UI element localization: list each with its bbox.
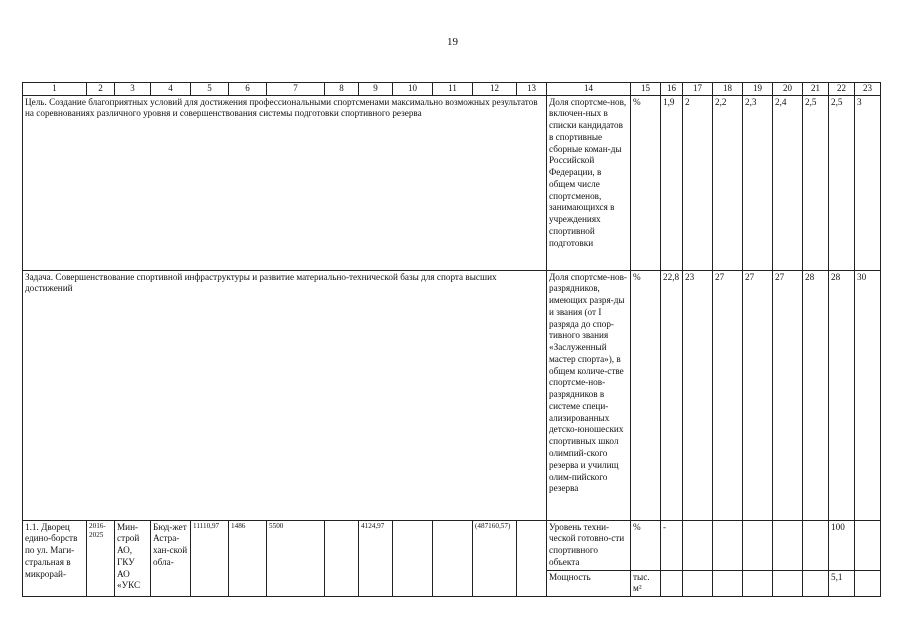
item-c5: 11110,97: [191, 520, 229, 597]
item-period: 2016-2025: [87, 520, 115, 597]
empty-cell: [683, 520, 713, 570]
program-table: [22, 82, 881, 597]
empty-cell: [803, 570, 829, 597]
task-value: 27: [773, 270, 803, 520]
empty-cell: [683, 570, 713, 597]
goal-value: 2,2: [713, 95, 743, 270]
header-cell: 3: [115, 83, 151, 96]
header-cell: 17: [683, 83, 713, 96]
item-executor: Мин-строй АО, ГКУ АО «УКС: [115, 520, 151, 597]
empty-cell: [773, 570, 803, 597]
task-value: 27: [743, 270, 773, 520]
item-c11: [433, 520, 473, 597]
item-c10: [393, 520, 433, 597]
header-cell: 6: [229, 83, 267, 96]
empty-cell: [855, 570, 881, 597]
header-cell: 8: [325, 83, 359, 96]
header-cell: 16: [661, 83, 683, 96]
item-c7: 5500: [267, 520, 325, 597]
header-cell: 18: [713, 83, 743, 96]
item-unit-1: %: [631, 520, 661, 570]
empty-cell: [855, 520, 881, 570]
item-unit-2: тыс. м²: [631, 570, 661, 597]
goal-value: 2,4: [773, 95, 803, 270]
header-cell: 7: [267, 83, 325, 96]
task-indicator: Доля спортсме-нов-разрядников, имеющих разря-ды и звания (от I разряда до спор-тивного звания «Заслуженный мастер спорта»), в общем количе-стве спортсме-нов-разрядников в системе специ-ализированных детско-юношеских спортивных школ олимпий-ского резерва и училищ олим-пийского резерва: [547, 270, 631, 520]
task-value: 28: [829, 270, 855, 520]
goal-text: Цель. Создание благоприятных условий для достижения профессиональными спортсменами максимально возможных результатов на соревнованиях различного уровня и совершенствования системы подготовки спортивного резерва: [23, 95, 547, 270]
item-c6: 1486: [229, 520, 267, 597]
header-cell: 13: [517, 83, 547, 96]
item-c12: (487160,57): [473, 520, 517, 597]
header-cell: 11: [433, 83, 473, 96]
header-cell: 2: [87, 83, 115, 96]
header-cell: 1: [23, 83, 87, 96]
task-row: [23, 270, 881, 520]
empty-cell: [743, 520, 773, 570]
empty-cell: [803, 520, 829, 570]
empty-cell: [713, 520, 743, 570]
goal-value: 2,5: [803, 95, 829, 270]
item-indicator-1: Уровень техни-ческой готовно-сти спортивного объекта: [547, 520, 631, 570]
task-value: 23: [683, 270, 713, 520]
task-text: Задача. Совершенствование спортивной инфраструктуры и развитие материально-технической базы для спорта высших достижений: [23, 270, 547, 520]
item-c22-1: 100: [829, 520, 855, 570]
item-row: [23, 520, 881, 570]
empty-cell: [743, 570, 773, 597]
item-name: 1.1. Дворец едино-борств по ул. Маги-стральная в микрорай-: [23, 520, 87, 597]
page-number: 19: [447, 36, 458, 48]
header-cell: 21: [803, 83, 829, 96]
header-cell: 10: [393, 83, 433, 96]
item-c9: 4124,97: [359, 520, 393, 597]
empty-cell: [773, 520, 803, 570]
item-source: Бюд-жет Астра-хан-ской обла-: [151, 520, 191, 597]
goal-value: 2,3: [743, 95, 773, 270]
header-cell: 12: [473, 83, 517, 96]
header-cell: 20: [773, 83, 803, 96]
empty-cell: [713, 570, 743, 597]
task-value: 27: [713, 270, 743, 520]
item-c16-1: -: [661, 520, 683, 570]
header-cell: 4: [151, 83, 191, 96]
item-c22-2: 5,1: [829, 570, 855, 597]
header-cell: 14: [547, 83, 631, 96]
header-cell: 9: [359, 83, 393, 96]
header-cell: 23: [855, 83, 881, 96]
goal-unit: %: [631, 95, 661, 270]
goal-row: [23, 95, 881, 270]
goal-value: 3: [855, 95, 881, 270]
header-cell: 5: [191, 83, 229, 96]
goal-value: 1,9: [661, 95, 683, 270]
task-unit: %: [631, 270, 661, 520]
empty-cell: [661, 570, 683, 597]
item-c8: [325, 520, 359, 597]
header-cell: 15: [631, 83, 661, 96]
goal-value: 2: [683, 95, 713, 270]
task-value: 30: [855, 270, 881, 520]
task-value: 28: [803, 270, 829, 520]
task-value: 22,8: [661, 270, 683, 520]
header-row: [23, 83, 881, 96]
header-cell: 19: [743, 83, 773, 96]
goal-value: 2,5: [829, 95, 855, 270]
item-c13: [517, 520, 547, 597]
header-cell: 22: [829, 83, 855, 96]
goal-indicator: Доля спортсме-нов, включен-ных в списки кандидатов в спортивные сборные коман-ды Российской Федерации, в общем числе спортсменов, занимающихся в учреждениях спортивной подготовки: [547, 95, 631, 270]
item-indicator-2: Мощность: [547, 570, 631, 597]
